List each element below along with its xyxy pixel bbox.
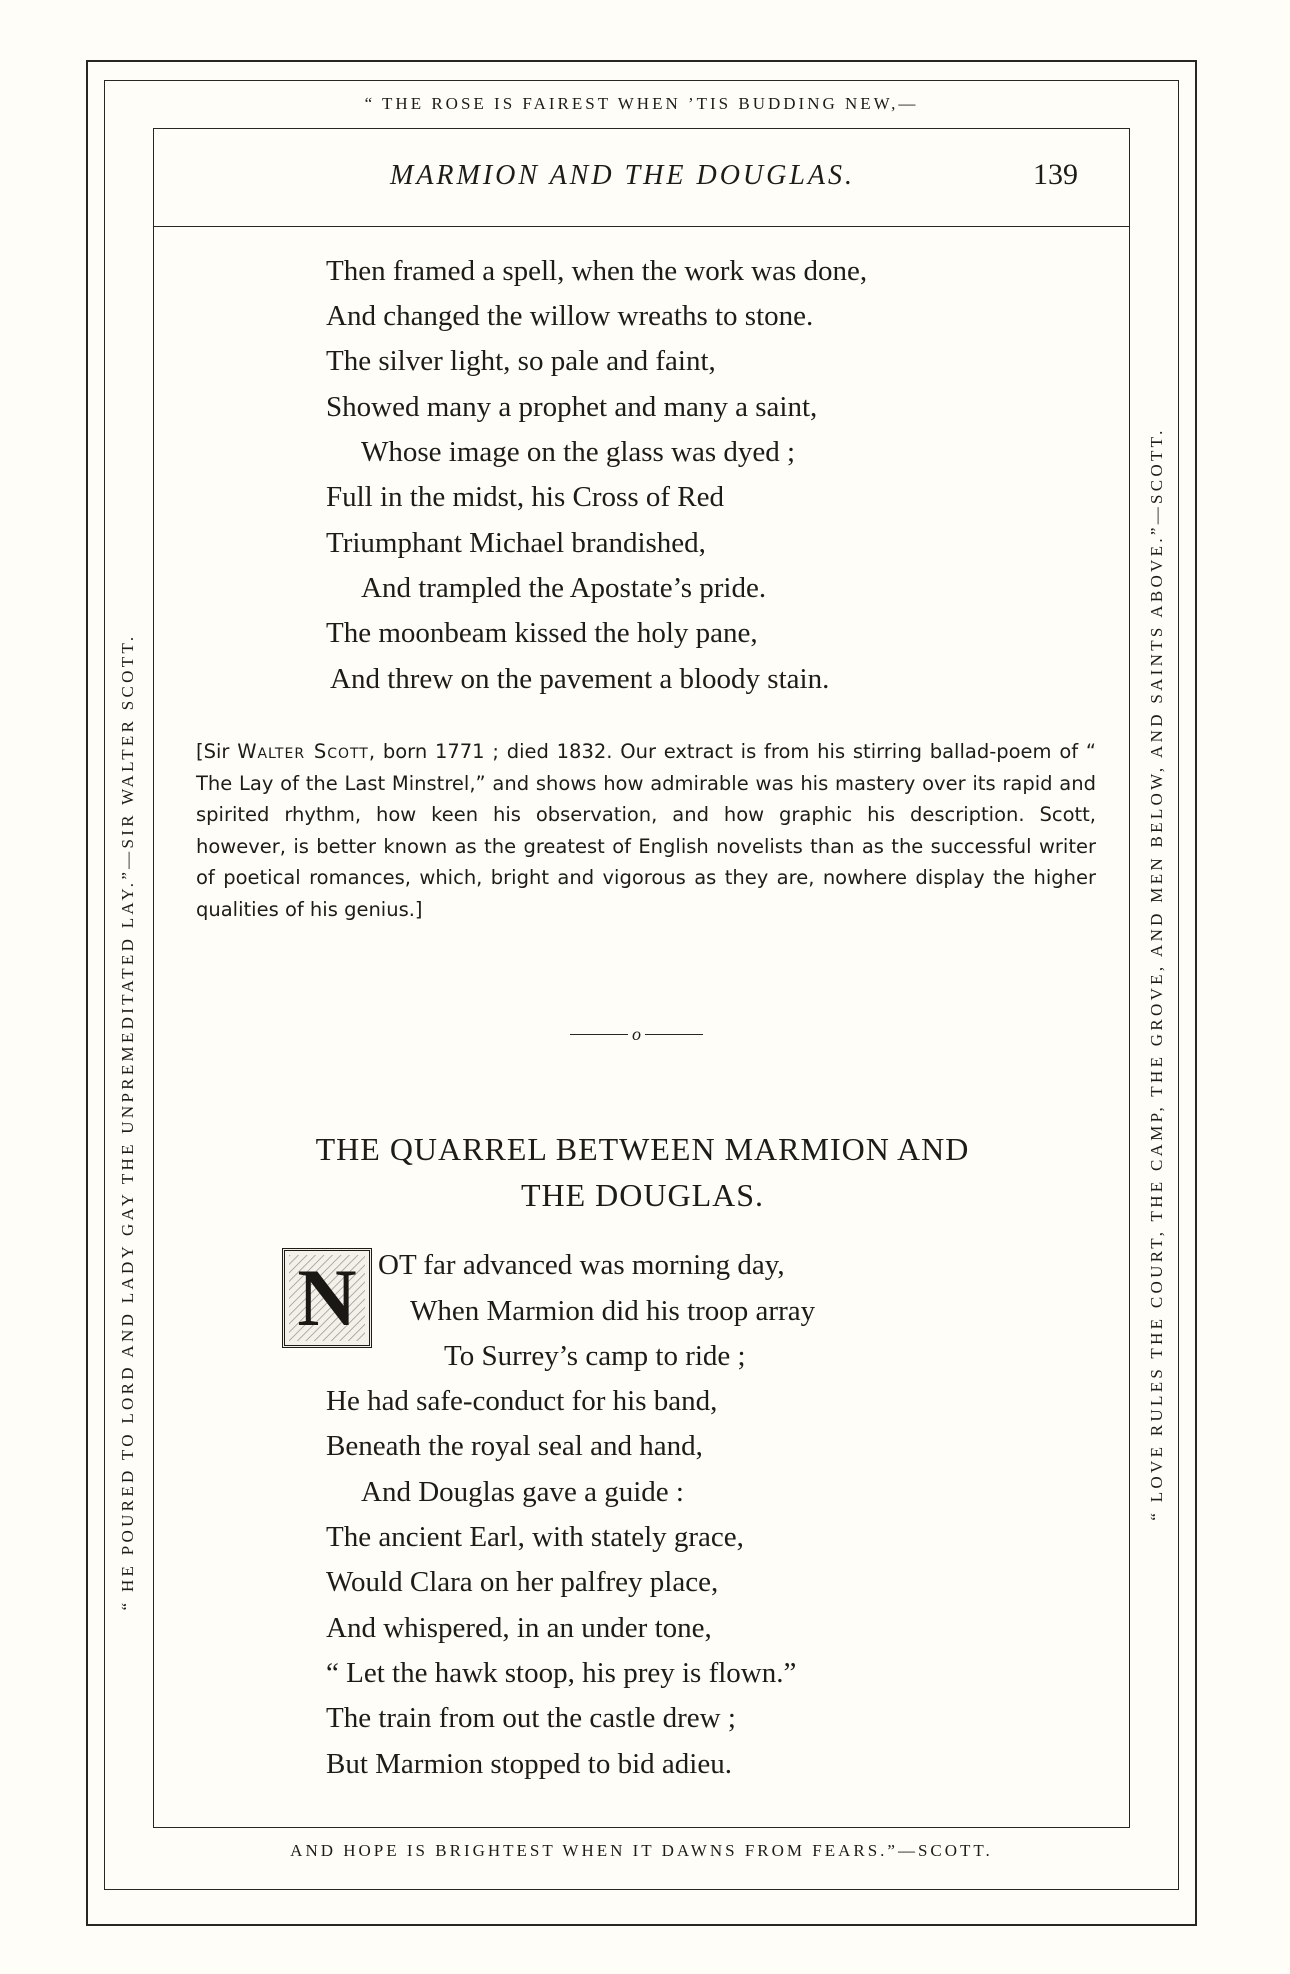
poem1-line: The silver light, so pale and faint, bbox=[326, 345, 716, 377]
note-author-name: Walter Scott bbox=[237, 740, 369, 763]
poem2-line: OT far advanced was morning day, bbox=[378, 1249, 785, 1281]
border-quote-bottom: AND HOPE IS BRIGHTEST WHEN IT DAWNS FROM FEARS.”—SCOTT. bbox=[290, 1841, 993, 1860]
dropcap-letter: N bbox=[297, 1252, 357, 1343]
separator-rule-left bbox=[570, 1034, 628, 1035]
page-number: 139 bbox=[1033, 158, 1078, 191]
section-title-line: THE DOUGLAS. bbox=[520, 1177, 765, 1213]
border-quote-right: “ LOVE RULES THE COURT, THE CAMP, THE GROVE, AND MEN BELOW, AND SAINTS ABOVE.”—SCOTT. bbox=[1147, 427, 1166, 1521]
section-separator bbox=[570, 1024, 703, 1045]
poem2-line: Beneath the royal seal and hand, bbox=[326, 1430, 703, 1462]
editorial-note bbox=[196, 736, 1096, 925]
poem1-line: And trampled the Apostate’s pride. bbox=[361, 572, 767, 604]
poem2-line: Would Clara on her palfrey place, bbox=[326, 1566, 719, 1598]
poem2-line: When Marmion did his troop array bbox=[410, 1295, 816, 1327]
poem1-line: Whose image on the glass was dyed ; bbox=[361, 436, 796, 468]
poem2-line: And Douglas gave a guide : bbox=[361, 1476, 684, 1508]
poem2-line: The train from out the castle drew ; bbox=[326, 1702, 736, 1734]
poem1-line: And changed the willow wreaths to stone. bbox=[326, 300, 814, 332]
poem1-line: Showed many a prophet and many a saint, bbox=[326, 391, 818, 423]
poem1-line: The moonbeam kissed the holy pane, bbox=[326, 617, 758, 649]
poem2-line: “ Let the hawk stoop, his prey is flown.” bbox=[326, 1657, 797, 1689]
poem2-line: But Marmion stopped to bid adieu. bbox=[326, 1748, 732, 1780]
poem2-line: And whispered, in an under tone, bbox=[326, 1612, 712, 1644]
note-body: , born 1771 ; died 1832. Our extract is from his stirring ballad-poem of “ The Lay of the Last Minstrel,” and shows how admirable was his mastery over its rapid and spirited rhythm, how keen his observation, and how graphic his description. Scott, however, is better known as the greatest of English novelists than as the successful writer of poetical romances, which, bright and vigorous as they are, nowhere display the higher qualities of his genius.] bbox=[196, 740, 1096, 921]
poem1-line: Full in the midst, his Cross of Red bbox=[326, 481, 724, 513]
poem1-line: Then framed a spell, when the work was done, bbox=[326, 255, 868, 287]
border-quote-top: “ THE ROSE IS FAIREST WHEN ’TIS BUDDING NEW,— bbox=[364, 94, 919, 113]
running-title: MARMION AND THE DOUGLAS. bbox=[390, 160, 856, 191]
poem2-line: To Surrey’s camp to ride ; bbox=[444, 1340, 746, 1372]
poem1-line: Triumphant Michael brandished, bbox=[326, 527, 706, 559]
border-quote-left: “ HE POURED TO LORD AND LADY GAY THE UNPREMEDITATED LAY.”—SIR WALTER SCOTT. bbox=[118, 633, 137, 1611]
section-title bbox=[170, 1126, 1115, 1218]
note-open: [Sir bbox=[196, 740, 238, 763]
separator-rule-right bbox=[645, 1034, 703, 1035]
dropcap-ornament bbox=[282, 1248, 372, 1348]
poem1-line: And threw on the pavement a bloody stain. bbox=[330, 663, 830, 695]
poem2-line: He had safe-conduct for his band, bbox=[326, 1385, 718, 1417]
separator-ornament: o bbox=[632, 1024, 641, 1044]
poem2-line: The ancient Earl, with stately grace, bbox=[326, 1521, 744, 1553]
section-title-line: THE QUARREL BETWEEN MARMION AND bbox=[315, 1131, 970, 1167]
header-rule bbox=[153, 226, 1130, 227]
